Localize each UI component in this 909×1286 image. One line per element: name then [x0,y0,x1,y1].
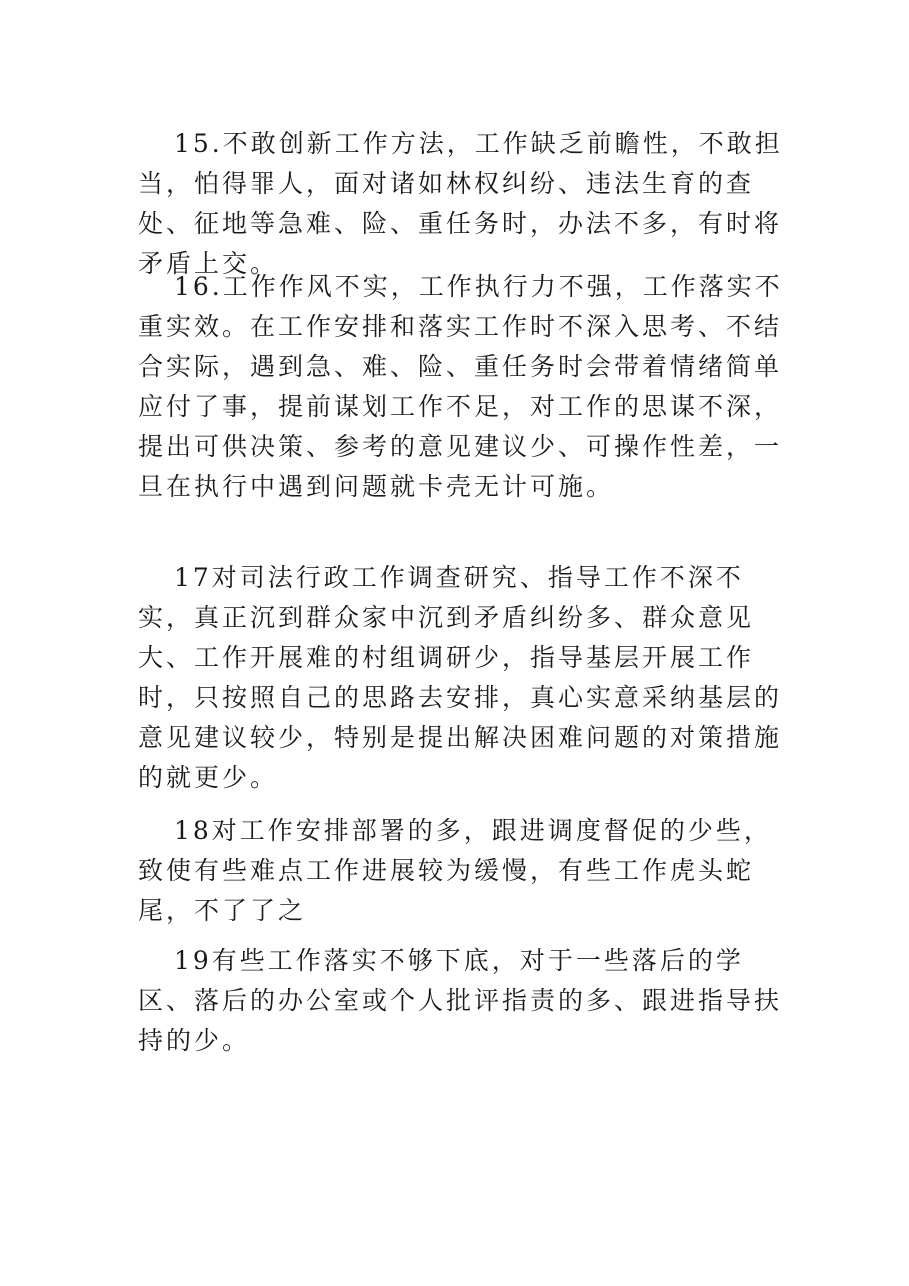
paragraph-17: 17对司法行政工作调查研究、指导工作不深不实，真正沉到群众家中沉到矛盾纠纷多、群众意见大、工作开展难的村组调研少，指导基层开展工作时，只按照自己的思路去安排，真心实意采纳基层的意见建议较少，特别是提出解决困难问题的对策措施的就更少。 [138,563,783,792]
paragraph-18: 18对工作安排部署的多，跟进调度督促的少些，致使有些难点工作进展较为缓慢，有些工作虎头蛇尾，不了了之 [138,816,772,925]
paragraph-15: 15.不敢创新工作方法，工作缺乏前瞻性，不敢担当，怕得罪人，面对诸如林权纠纷、违法生育的查处、征地等急难、险、重任务时，办法不多，有时将矛盾上交。 [138,129,783,278]
paragraph-19: 19有些工作落实不够下底，对于一些落后的学区、落后的办公室或个人批评指责的多、跟进指导扶持的少。 [138,946,783,1055]
paragraph-16: 16.工作作风不实，工作执行力不强，工作落实不重实效。在工作安排和落实工作时不深入思考、不结合实际，遇到急、难、险、重任务时会带着情绪简单应付了事，提前谋划工作不足，对工作的思谋不深，提出可供决策、参考的意见建议少、可操作性差，一旦在执行中遇到问题就卡壳无计可施。 [138,272,783,501]
